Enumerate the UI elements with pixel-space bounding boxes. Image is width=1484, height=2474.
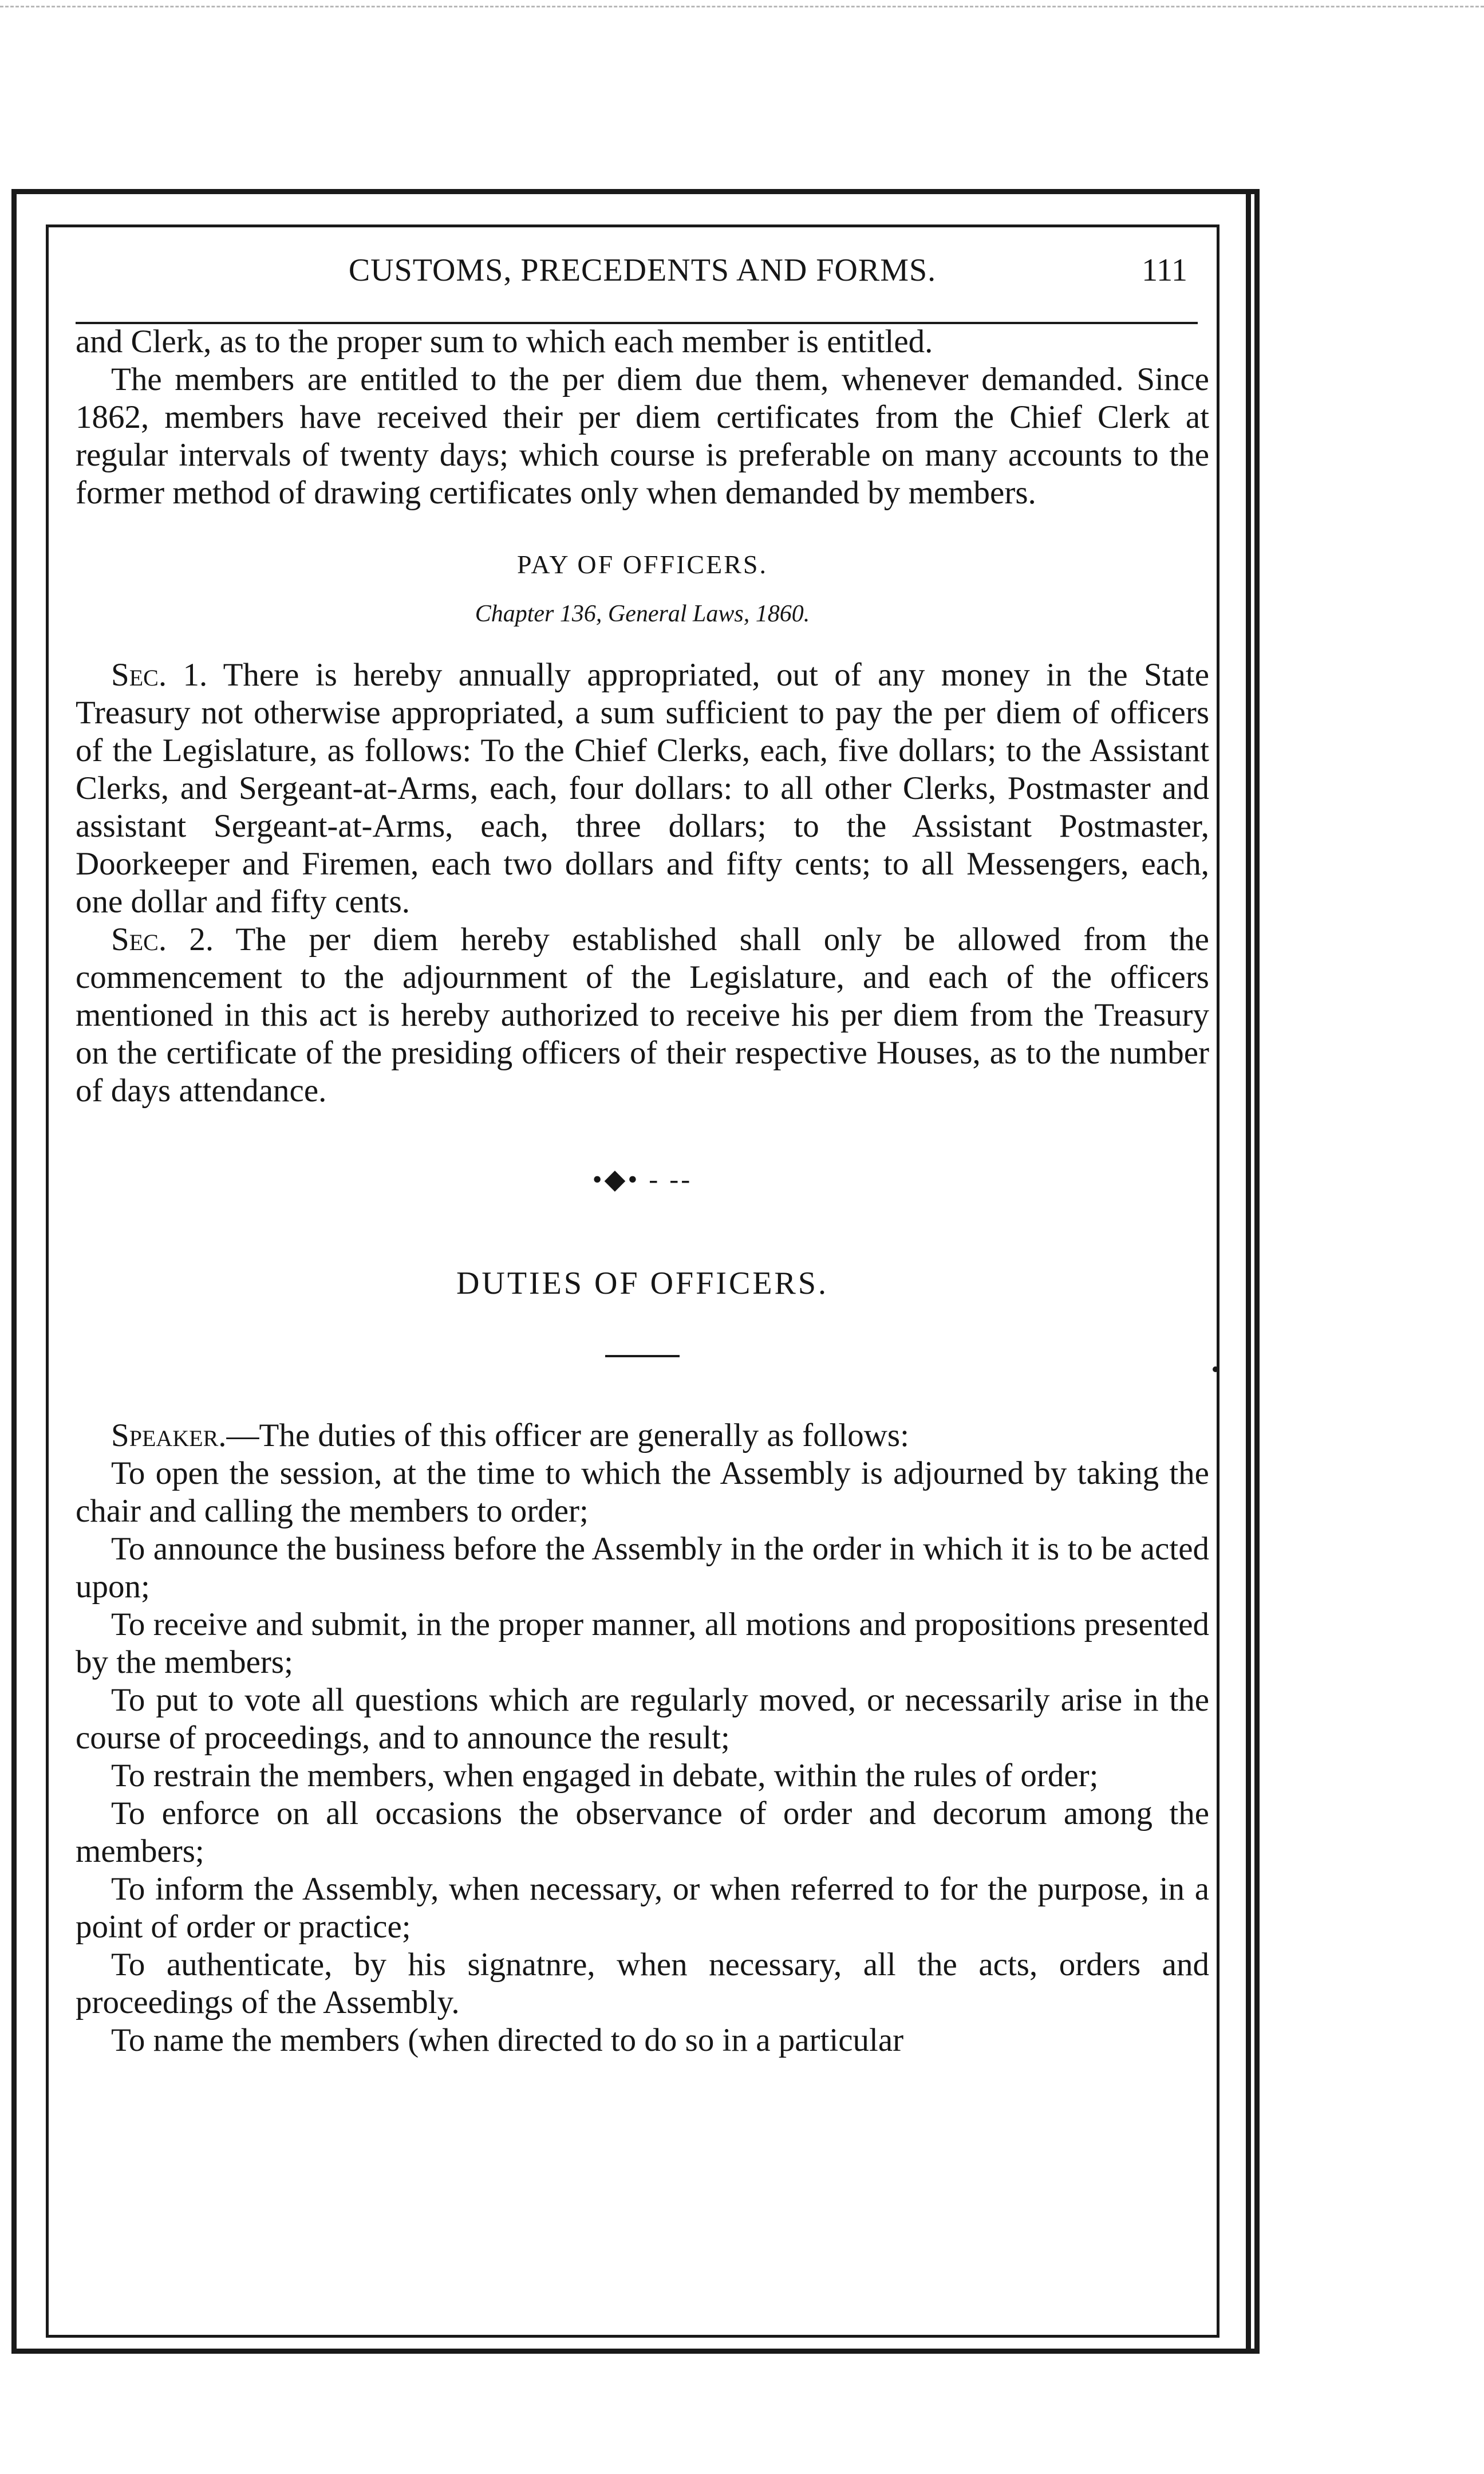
duty-item: To enforce on all occasions the observance of order and decorum among the members; [76, 1795, 1209, 1869]
duty-item: To inform the Assembly, when necessary, or when referred to for the purpose, in a point of order or practice; [76, 1871, 1209, 1945]
margin-dot [1213, 1366, 1218, 1372]
running-head [76, 224, 1209, 339]
section-1-paragraph [76, 656, 1209, 921]
speaker-intro-text: —The duties of this officer are generally as follows: [226, 1417, 909, 1453]
section-1-label: Sec. 1. [111, 657, 208, 693]
duty-item: To open the session, at the time to which the Assembly is adjourned by taking the chair and calling the members to order; [76, 1455, 1209, 1529]
duty-item: To authenticate, by his signatnre, when necessary, all the acts, orders and proceedings of the Assembly. [76, 1947, 1209, 2020]
duty-item: To restrain the members, when engaged in debate, within the rules of order; [111, 1758, 1099, 1794]
speaker-intro [76, 1417, 1209, 1455]
top-edge-rule [0, 6, 1484, 7]
section-2-paragraph [76, 921, 1209, 1110]
duty-item: To put to vote all questions which are regularly moved, or necessarily arise in the course of proceedings, and to announce the result; [76, 1682, 1209, 1756]
speaker-label: Speaker. [111, 1417, 227, 1453]
section-1-text: There is hereby annually appropriated, out of any money in the State Treasury not otherwise appropriated, a sum sufficient to pay the per diem of officers of the Legislature, as follows: To the Chief Clerks, each, five dollars; to the Assistant Clerks, and Sergeant-at-Arms, each, four dollars: to all other Clerks, Postmaster and assistant Sergeant-at-Arms, each, three dollars; to the Assistant Postmaster, Doorkeeper and Firemen, each two dollars and fifty cents; to all Messengers, each, one dollar and fifty cents. [76, 657, 1209, 920]
running-title: CUSTOMS, PRECEDENTS AND FORMS. [348, 253, 937, 288]
duty-item: To announce the business before the Assembly in the order in which it is to be acted upon; [76, 1531, 1209, 1605]
page-content [76, 224, 1209, 2059]
statute-citation: Chapter 136, General Laws, 1860. [475, 601, 810, 627]
continuation-text: and Clerk, as to the proper sum to which each member is entitled. [76, 324, 933, 360]
section-ornament: •◆• - -- [592, 1164, 693, 1195]
duties-of-officers-heading: DUTIES OF OFFICERS. [456, 1266, 829, 1301]
duty-item: To receive and submit, in the proper manner, all motions and propositions presented by the members; [76, 1606, 1209, 1680]
heading-short-rule [605, 1355, 680, 1357]
page-number: 111 [1142, 253, 1187, 288]
duty-item: To name the members (when directed to do so in a particular [111, 2022, 904, 2058]
pay-of-officers-heading: PAY OF OFFICERS. [517, 550, 768, 579]
per-diem-paragraph: The members are entitled to the per diem due them, whenever demanded. Since 1862, members have received their per diem certificates from the Chief Clerk at regular intervals of twenty days; which course is preferable on many accounts to the former method of drawing certificates only when demanded by members. [76, 361, 1209, 511]
right-frame-bar [1246, 189, 1251, 2354]
section-2-label: Sec. 2. [111, 921, 214, 958]
running-head-rule [76, 322, 1198, 324]
section-2-text: The per diem hereby established shall only be allowed from the commencement to the adjournment of the Legislature, and each of the officers mentioned in this act is hereby authorized to receive his per diem from the Treasury on the certificate of the presiding officers of their respective Houses, as to the number of days attendance. [76, 921, 1209, 1109]
